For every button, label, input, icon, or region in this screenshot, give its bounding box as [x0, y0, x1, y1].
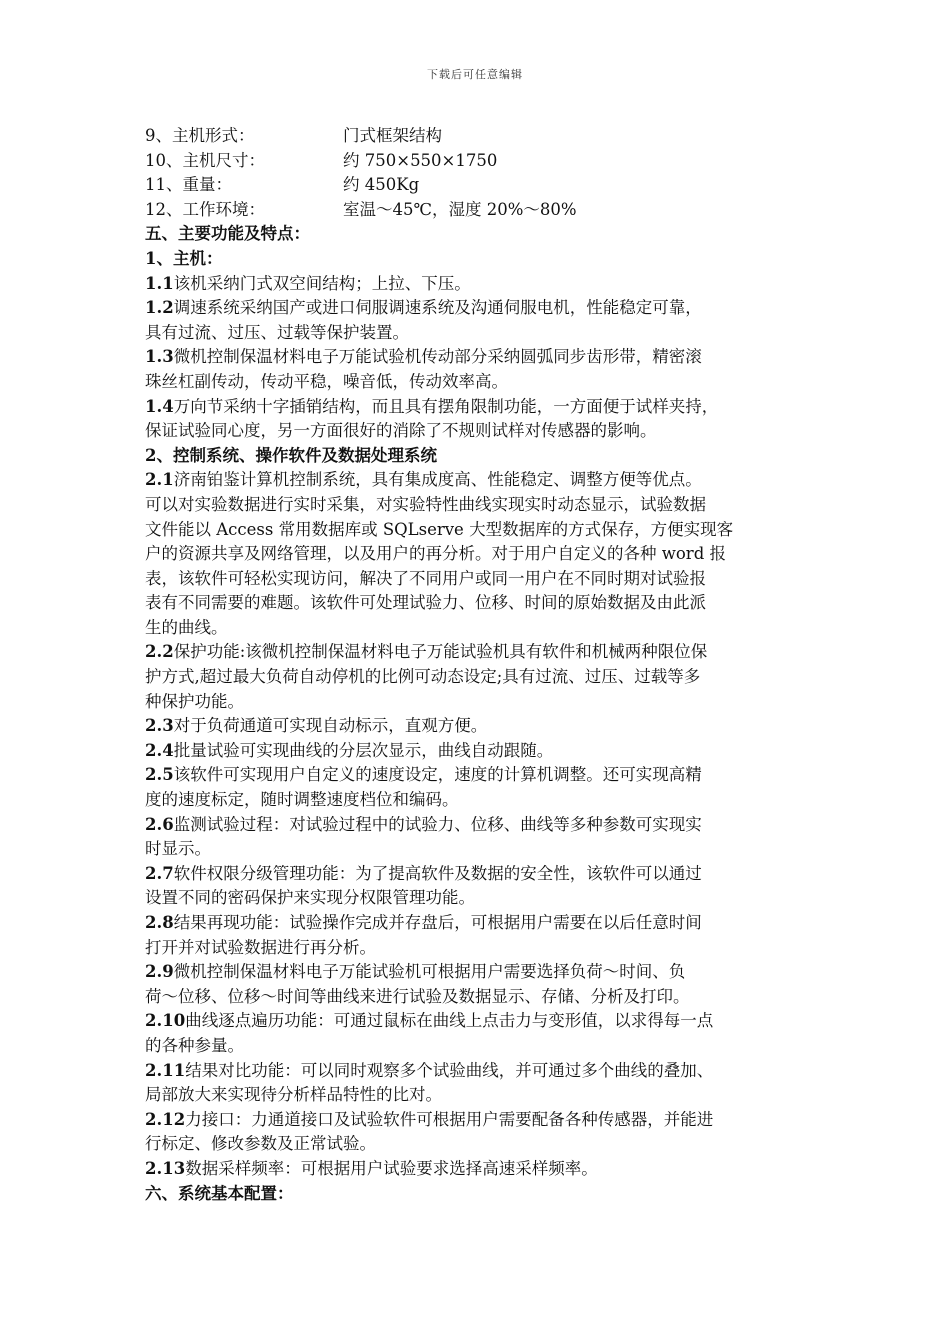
line-text: 打开并对试验数据进行再分析。: [145, 937, 376, 957]
subsection-1-items: [145, 272, 820, 444]
numbered-paragraph: [145, 960, 820, 1009]
line-text: 结果对比功能：可以同时观察多个试验曲线，并可通过多个曲线的叠加、: [185, 1060, 714, 1080]
paragraph-line: [145, 542, 820, 567]
paragraph-line: [145, 493, 820, 518]
line-text: 曲线逐点遍历功能：可通过鼠标在曲线上点击力与变形值，以求得每一点: [185, 1011, 714, 1031]
item-number: 2.3: [145, 716, 174, 736]
spec-label: 11、重量：: [145, 175, 232, 195]
line-text: 力接口：力通道接口及试验软件可根据用户需要配备各种传感器，并能进: [185, 1109, 714, 1129]
numbered-paragraph: [145, 345, 820, 394]
paragraph-line: [145, 616, 820, 641]
paragraph-line: [145, 862, 820, 887]
line-text: 户的资源共享及网络管理，以及用户的再分析。对于用户自定义的各种 word 报: [145, 544, 726, 564]
section-6-title: 六、系统基本配置：: [145, 1183, 294, 1203]
subsection-1-title: 1、主机：: [145, 248, 223, 268]
numbered-paragraph: [145, 911, 820, 960]
paragraph-line: [145, 1034, 820, 1059]
numbered-paragraph: [145, 1108, 820, 1157]
line-text: 微机控制保温材料电子万能试验机可根据用户需要选择负荷～时间、负: [173, 962, 686, 982]
paragraph-line: [145, 813, 820, 838]
paragraph-line: [145, 518, 820, 543]
line-text: 该机采纳门式双空间结构；上拉、下压。: [173, 273, 471, 293]
paragraph-line: [145, 985, 820, 1010]
spec-label: 9、主机形式：: [145, 126, 255, 145]
line-text: 对于负荷通道可实现自动标示，直观方便。: [173, 716, 488, 736]
item-number: 2.7: [145, 863, 174, 883]
item-number: 1.2: [145, 298, 174, 318]
numbered-paragraph: [145, 1009, 820, 1058]
line-text: 荷～位移、位移～时间等曲线来进行试验及数据显示、存储、分析及打印。: [145, 986, 690, 1006]
spec-row: [145, 149, 820, 174]
subsection-2-title: 2、控制系统、操作软件及数据处理系统: [145, 445, 437, 465]
spec-list: [145, 124, 820, 222]
item-number: 1.3: [145, 347, 174, 367]
line-text: 局部放大来实现待分析样品特性的比对。: [145, 1085, 442, 1105]
paragraph-line: [145, 395, 820, 420]
paragraph-line: [145, 763, 820, 788]
line-text: 保护功能:该微机控制保温材料电子万能试验机具有软件和机械两种限位保: [173, 642, 708, 662]
line-text: 保证试验同心度，另一方面很好的消除了不规则试样对传感器的影响。: [145, 421, 657, 441]
paragraph-line: [145, 640, 820, 665]
line-text: 护方式,超过最大负荷自动停机的比例可动态设定;具有过流、过压、过载等多: [145, 667, 701, 687]
line-text: 设置不同的密码保护来实现分权限管理功能。: [145, 888, 475, 908]
line-text: 表有不同需要的难题。该软件可处理试验力、位移、时间的原始数据及由此派: [145, 593, 706, 613]
line-text: 度的速度标定，随时调整速度档位和编码。: [145, 790, 459, 810]
item-number: 2.12: [145, 1109, 186, 1129]
spec-row: [145, 124, 820, 149]
numbered-paragraph: [145, 714, 820, 739]
line-text: 文件能以 Access 常用数据库或 SQLserve 大型数据库的方式保存，方便实现客: [145, 519, 734, 539]
line-text: 万向节采纳十字插销结构，而且具有摆角限制功能，一方面便于试样夹持，: [173, 396, 719, 416]
line-text: 可以对实验数据进行实时采集，对实验特性曲线实现实时动态显示，试验数据: [145, 494, 706, 514]
item-number: 2.1: [145, 470, 174, 490]
numbered-paragraph: [145, 468, 820, 640]
item-number: 2.9: [145, 962, 174, 982]
paragraph-line: [145, 370, 820, 395]
paragraph-line: [145, 1083, 820, 1108]
paragraph-line: [145, 1059, 820, 1084]
item-number: 2.13: [145, 1158, 186, 1178]
numbered-paragraph: [145, 272, 820, 297]
paragraph-line: [145, 960, 820, 985]
numbered-paragraph: [145, 813, 820, 862]
item-number: 2.2: [145, 642, 174, 662]
line-text: 行标定、修改参数及正常试验。: [145, 1134, 376, 1154]
line-text: 批量试验可实现曲线的分层次显示，曲线自动跟随。: [173, 740, 554, 760]
spec-value: 约 750×550×1750: [343, 150, 498, 170]
numbered-paragraph: [145, 739, 820, 764]
paragraph-line: [145, 1132, 820, 1157]
item-number: 2.4: [145, 740, 174, 760]
paragraph-line: [145, 665, 820, 690]
paragraph-line: [145, 911, 820, 936]
item-number: 1.4: [145, 396, 174, 416]
spec-row: [145, 173, 820, 198]
numbered-paragraph: [145, 296, 820, 345]
paragraph-line: [145, 1108, 820, 1133]
paragraph-line: [145, 1157, 820, 1182]
paragraph-line: [145, 714, 820, 739]
numbered-paragraph: [145, 862, 820, 911]
paragraph-line: [145, 321, 820, 346]
line-text: 该软件可实现用户自定义的速度设定，速度的计算机调整。还可实现高精: [173, 765, 702, 785]
item-number: 2.11: [145, 1060, 186, 1080]
numbered-paragraph: [145, 763, 820, 812]
item-number: 2.6: [145, 814, 174, 834]
paragraph-line: [145, 419, 820, 444]
section-5-title: 五、主要功能及特点：: [145, 224, 310, 244]
numbered-paragraph: [145, 1059, 820, 1108]
paragraph-line: [145, 345, 820, 370]
line-text: 种保护功能。: [145, 691, 244, 711]
paragraph-line: [145, 1009, 820, 1034]
item-number: 2.10: [145, 1011, 186, 1031]
line-text: 调速系统采纳国产或进口伺服调速系统及沟通伺服电机，性能稳定可靠，: [173, 298, 702, 318]
paragraph-line: [145, 272, 820, 297]
line-text: 数据采样频率：可根据用户试验要求选择高速采样频率。: [185, 1158, 598, 1178]
page-header: 下载后可任意编辑: [427, 68, 523, 81]
spec-value: 室温～45℃，湿度 20%～80%: [343, 199, 577, 219]
line-text: 监测试验过程：对试验过程中的试验力、位移、曲线等多种参数可实现实: [173, 814, 702, 834]
paragraph-line: [145, 690, 820, 715]
paragraph-line: [145, 567, 820, 592]
paragraph-line: [145, 739, 820, 764]
numbered-paragraph: [145, 640, 820, 714]
line-text: 生的曲线。: [145, 617, 228, 637]
spec-label: 12、工作环境：: [145, 199, 265, 219]
item-number: 2.5: [145, 765, 174, 785]
paragraph-line: [145, 788, 820, 813]
line-text: 微机控制保温材料电子万能试验机传动部分采纳圆弧同步齿形带，精密滚: [173, 347, 702, 367]
item-number: 1.1: [145, 273, 174, 293]
spec-label: 10、主机尺寸：: [145, 150, 265, 170]
line-text: 软件权限分级管理功能：为了提高软件及数据的安全性，该软件可以通过: [173, 863, 702, 883]
line-text: 珠丝杠副传动，传动平稳，噪音低，传动效率高。: [145, 371, 508, 391]
paragraph-line: [145, 886, 820, 911]
spec-value: 门式框架结构: [343, 126, 442, 145]
paragraph-line: [145, 468, 820, 493]
document-body: [145, 124, 820, 1206]
line-text: 的各种参量。: [145, 1035, 244, 1055]
line-text: 具有过流、过压、过载等保护装置。: [145, 322, 409, 342]
paragraph-line: [145, 591, 820, 616]
line-text: 表，该软件可轻松实现访问，解决了不同用户或同一用户在不同时期对试验报: [145, 568, 706, 588]
paragraph-line: [145, 936, 820, 961]
line-text: 济南铂鉴计算机控制系统，具有集成度高、性能稳定、调整方便等优点。: [173, 470, 702, 490]
numbered-paragraph: [145, 1157, 820, 1182]
numbered-paragraph: [145, 395, 820, 444]
line-text: 时显示。: [145, 839, 211, 859]
paragraph-line: [145, 296, 820, 321]
spec-value: 约 450Kg: [343, 175, 420, 195]
spec-row: [145, 198, 820, 223]
line-text: 结果再现功能：试验操作完成并存盘后，可根据用户需要在以后任意时间: [173, 913, 702, 932]
item-number: 2.8: [145, 913, 174, 932]
subsection-2-items: [145, 468, 820, 1181]
paragraph-line: [145, 837, 820, 862]
